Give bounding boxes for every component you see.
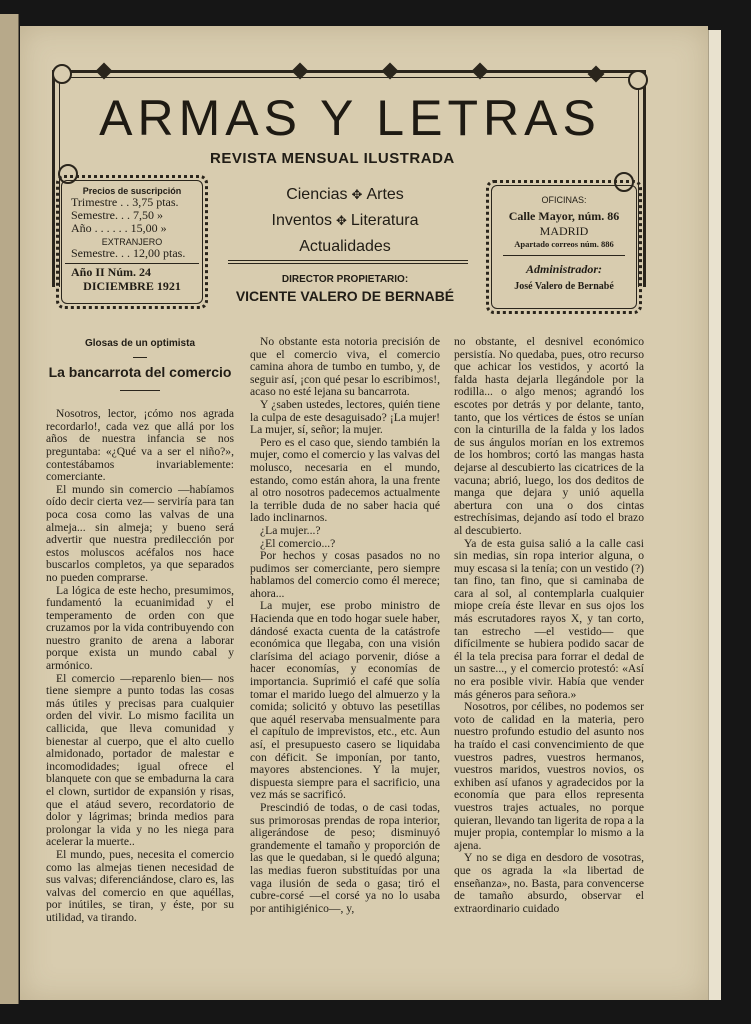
administrator-label: Administrador: [525,262,603,276]
cross-ornament-icon: ✥ [335,213,347,228]
divider [120,390,160,391]
director-label: DIRECTOR PROPIETARIO: [281,274,409,285]
office-postbox: Apartado correos núm. 886 [514,239,614,249]
divider [503,255,625,256]
abroad-heading: EXTRANJERO [101,237,163,247]
abroad-price-row: Semestre. . . 12,00 ptas. [71,246,186,260]
paragraph: Por hechos y cosas pasados no no pudimos ser comerciante, pero siempre hablamos del comercio como él merece; ahora... [250,549,440,600]
divider [65,263,199,264]
topic-label: Inventos [271,212,332,229]
divider [133,357,147,358]
office-heading: OFICINAS: [541,195,587,205]
ornament-corner-icon [52,64,72,84]
topic-label: Artes [366,186,404,203]
paragraph: Y ¿saben ustedes, lectores, quién tiene la culpa de este desaguisado? ¡La mujer! La mujer, sí, señor; la mujer. [250,397,440,437]
subscription-heading: Precios de suscripción [82,186,182,196]
paragraph: No obstante esta notoria precisión de que el comercio viva, el comercio camina ahora de tumbo en tumbo, y, de seguir así, ¡con qué pesar lo escribimos!, acaso no esté lejana su bancarrota. [250,335,440,399]
previous-page-edge [0,14,19,1004]
article-kicker: Glosas de un optimista [84,338,196,349]
issue-number: Año II Núm. 24 [71,265,152,279]
director-name: VICENTE VALERO DE BERNABÉ [235,288,455,304]
issue-date: DICIEMBRE 1921 [83,279,181,293]
paragraph: El comercio —reparenlo bien— nos tiene siempre a punto todas las cosas más útiles y precisas para cualquier orden del vivir. Lo mismo facilita un callicida, que lleva comunidad y bienestar al cuerpo, que el alto cuello almidonado, portador de malestar e incomodidades; igual ofrece el blanquete con que se embadurna la cara el clown, surtidor de expansión y risas, que el atáud severo, recordatorio de dolor y lágrimas; brinda medios para prolongar la vida y no les niega para acelerar la muerte.. [46,671,234,849]
paragraph: Prescindió de todas, o de casi todas, sus primorosas prendas de ropa interior, aligerándose de peso; disminuyó grandemente el tamaño y proporción de las que le quedaban, si le quedó alguna; las medias fueron substituídas por una vaga ilusión de seda o gasa; tiró el cubre-corsé —el corsé ya no lo usaba por antihigiénico—, y, [250,800,440,915]
topic-label: Literatura [350,212,419,229]
magazine-subtitle: REVISTA MENSUAL ILUSTRADA [210,150,455,167]
office-city: MADRID [539,224,589,238]
paragraph: La lógica de este hecho, presumimos, fundamentó la ecuanimidad y el temperamento de orden con que cruzamos por la vida contribuyendo con nuestro granito de arena a laborar porque exista un mundo cabal y armónico. [46,583,234,673]
cross-ornament-icon: ✥ [351,187,363,202]
administrator-name: José Valero de Bernabé [514,281,614,292]
article-column-3 [454,336,644,915]
paragraph: El mundo sin comercio —habíamos oído decir cierta vez— serviría para tan poca cosa como las valvas de una almeja... sin almeja; y bueno será advertir que nuestra predilección por estos moluscos acéfalos nos hace buscarlos completos, ya que separados no pueden comprarse. [46,482,234,584]
topics-list [236,182,454,260]
ornament-corner-icon [628,70,648,90]
subscription-box [56,175,208,309]
paragraph: Nosotros, por célibes, no podemos ser voto de calidad en la materia, pero nuestro profundo estudio del asunto nos ha traído el casi convencimiento de que vuestros padres, vuestros hermanos, vuestros maridos, vuestros novios, os exhiben así ufanos y agradecidos por la economía que para ellos representa vuestros trajes actuales, no porque quieran, llevando tan ligerita de ropa a la mujer propia, contemplar lo mismo a la ajena. [454,700,644,852]
divider [228,260,468,261]
article-headline: La bancarrota del comercio [48,363,232,380]
paragraph: ¿El comercio...? [260,536,336,550]
price-row: Semestre. . . 7,50 » [71,208,163,222]
paragraph: Y no se diga en desdoro de vosotras, que os agrada la «la libertad de enseñanza», no. Basta, para convencerse de tamaño absurdo, observar el extraordinario cuidado [454,851,644,915]
magazine-title: ARMAS Y LETRAS [99,90,601,146]
topic-label: Ciencias [286,186,348,203]
office-street: Calle Mayor, núm. 86 [508,209,620,223]
divider [228,263,468,264]
paragraph: La mujer, ese probo ministro de Hacienda que en todo hogar suele haber, dándosé exacta cuenta de la catástrofe económica que llegaba, con una visión clarísima del aciago porvenir, dióse a hacer economías, y economías de importancia. Suprimió el café que solía tomar el marido luego del almuerzo y la comida; solicitó y obtuvo las pesetillas que aquél reservaba mensualmente para el capítulo de imprevistos, etc., etc. Aun así, el presupuesto casero se liquidaba con déficit. Se imponían, por tanto, mayores abstenciones. Y la mujer, dispuesta siempre para el sacrificio, una vez más se sacrificó. [250,599,440,802]
office-box [486,180,642,314]
page-edge [708,30,721,1000]
price-row: Trimestre . . 3,75 ptas. [71,195,179,209]
paragraph: no obstante, el desnivel económico persistía. No quedaba, pues, otro recurso que achicar los vestidos, y acortó la falda hasta dejarla llegándole por la rodilla... o algo menos; agrandó los escotes por detrás y por delante, tanto, tanto, que los vértices de éstos se unían con la cinturilla de la falda y los lados de sus ángulos morían en los extremos de los hombros; cortó las mangas hasta dejarse al descubierto las cicatrices de la vacuna; abrió, luego, los dos deditos de manga que dejara y unió aquella abertura con una o dos cintas estrechísimas, dejando así todo el brazo al descubierto. [454,335,644,537]
paragraph: Ya de esta guisa salió a la calle casi sin medias, sin ropa interior alguna, o muy escasa si la tenía; con un vestido (?) tan fino, tan fino, que si caminaba de cara al sol, al contemplarla cualquier miope creía éste llevar en sus ojos los más escrutadores rayos X, y tan corto, tan estrecho —el vestido— que difícilmente se hubiera podido sacar de él la tela precisa para forrar el dedal de un sastre..., y el comercio protestó: «Así no era posible vivir. Había que vender más géneros para señora.» [454,536,644,701]
paragraph: Nosotros, lector, ¡cómo nos agrada recordarlo!, cada vez que allá por los años de nuestra infancia se nos preguntaba: «¿Qué va a ser el niño?», contestábamos invariablemente: comerciante. [46,407,234,484]
column-body [46,408,234,924]
paragraph: El mundo, pues, necesita el comercio como las almejas tienen necesidad de sus valvas; diferenciándose, claro es, las valvas del comercio en que aquéllas, por inútiles, se tiran, y éste, por su utilidad, va tirando. [46,847,234,924]
price-row: Año . . . . . . 15,00 » [71,221,167,235]
topic-label: Actualidades [299,238,391,255]
paragraph: ¿La mujer...? [260,523,321,537]
article-column-1 [46,336,234,925]
paragraph: Pero es el caso que, siendo también la mujer, como el comercio y las valvas del molusco, necesaria en el mundo, estando, como están ahora, la una frente al otro nosotros padecemos actualmente la terrible duda de no saber hacia qué lado inclinarnos. [250,435,440,525]
article-column-2 [250,336,440,915]
